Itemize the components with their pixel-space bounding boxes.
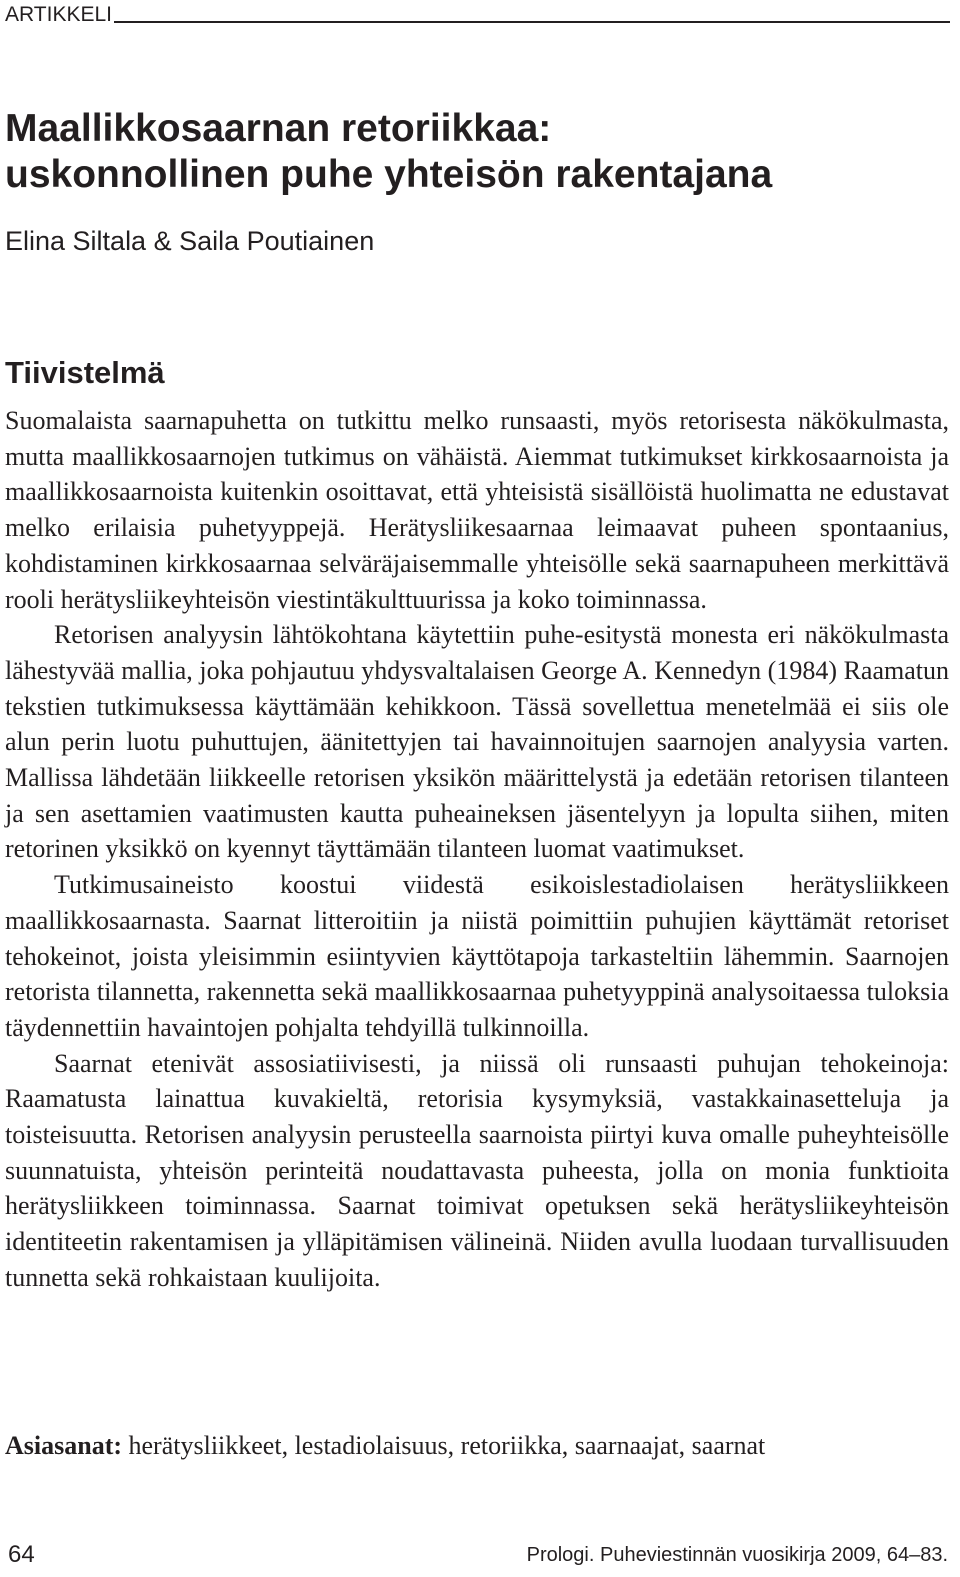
article-authors: Elina Siltala & Saila Poutiainen: [5, 226, 375, 256]
abstract-paragraph-2: Retorisen analyysin lähtökohtana käytettiin puhe-esitystä monesta eri näkökulmasta lähestyvää mallia, joka pohjautuu yhdysvaltalaisen George A. Kennedyn (1984) Raamatun tekstien tutkimuksessa käyttämään kehikkoon. Tässä sovellettua menetelmää ei siis ole alun perin luotu puhuttujen, äänitettyjen tai havainnoitujen saarnojen analyysia varten. Mallissa lähdetään liikkeelle retorisen yksikön määrittelystä ja edetään retorisen tilanteen ja sen asettamien vaatimusten kautta puheaineksen jäsentelyyn ja lopulta siihen, miten retorinen yksikkö on kyennyt täyttämään tilanteen luomat vaatimukset.: [5, 620, 949, 864]
abstract-paragraph-1: Suomalaista saarnapuhetta on tutkittu melko runsaasti, myös retorisesta näkökulmasta, mutta maallikkosaarnojen tutkimus on vähäistä. Aiemmat tutkimukset kirkkosaarnoista ja maallikkosaarnoista kuitenkin osoittavat, että yhteisistä sisällöistä huolimatta ne edustavat melko erilaisia puhetyyppejä. Herätysliikesaarnaa leimaavat puheen spontaanius, kohdistaminen kirkkosaarnaa selväräjaisemmalle yhteisölle sekä saarnapuheen merkittävä rooli herätysliikeyhteisön viestintäkulttuurissa ja koko toiminnassa.: [5, 406, 949, 614]
section-header: [5, 2, 950, 26]
journal-citation: Prologi. Puheviestinnän vuosikirja 2009, 64–83.: [526, 1544, 948, 1566]
article-title: [5, 106, 955, 198]
abstract-paragraph-3: Tutkimusaineisto koostui viidestä esikoislestadiolaisen herätysliikkeen maallikkosaarnasta. Saarnat litteroitiin ja niistä poimittiin puhujien käyttämät retoriset tehokeinot, joista yleisimmin esiintyvien käyttötapoja tarkasteltiin lähemmin. Saarnojen retorista tilannetta, rakennetta sekä maallikkosaarnaa puhetyyppinä analysoitaessa tuloksia täydennettiin havaintojen pohjalta tehdyillä tulkinnoilla.: [5, 870, 949, 1042]
page-number: 64: [8, 1541, 35, 1568]
keywords-list: herätysliikkeet, lestadiolaisuus, retoriikka, saarnaajat, saarnat: [122, 1431, 766, 1460]
abstract-paragraph-4: Saarnat etenivät assosiatiivisesti, ja niissä oli runsaasti puhujan tehokeinoja: Raamatusta lainattua kuvakieltä, retorisia kysymyksiä, vastakkainasetteluja ja toisteisuutta. Retorisen analyysin perusteella saarnoista piirtyi kuva omalle puheyhteisölle suunnatuista, yhteisön perinteitä noudattavasta puheesta, jolla on monia funktioita herätysliikkeen toiminnassa. Saarnat toimivat opetuksen sekä herätysliikeyhteisön identiteetin rakentamisen ja ylläpitämisen välineinä. Niiden avulla luodaan turvallisuuden tunnetta sekä rohkaistaan kuulijoita.: [5, 1048, 949, 1292]
keywords-label: Asiasanat:: [5, 1431, 123, 1460]
keywords: [5, 1428, 949, 1464]
article-title-line-2: uskonnollinen puhe yhteisön rakentajana: [5, 153, 773, 196]
section-rule: [114, 21, 950, 23]
section-label: ARTIKKELI: [5, 3, 112, 26]
article-title-line-1: Maallikkosaarnan retoriikkaa:: [5, 107, 552, 150]
abstract-heading: Tiivistelmä: [5, 355, 165, 390]
abstract-body: [5, 403, 949, 1296]
